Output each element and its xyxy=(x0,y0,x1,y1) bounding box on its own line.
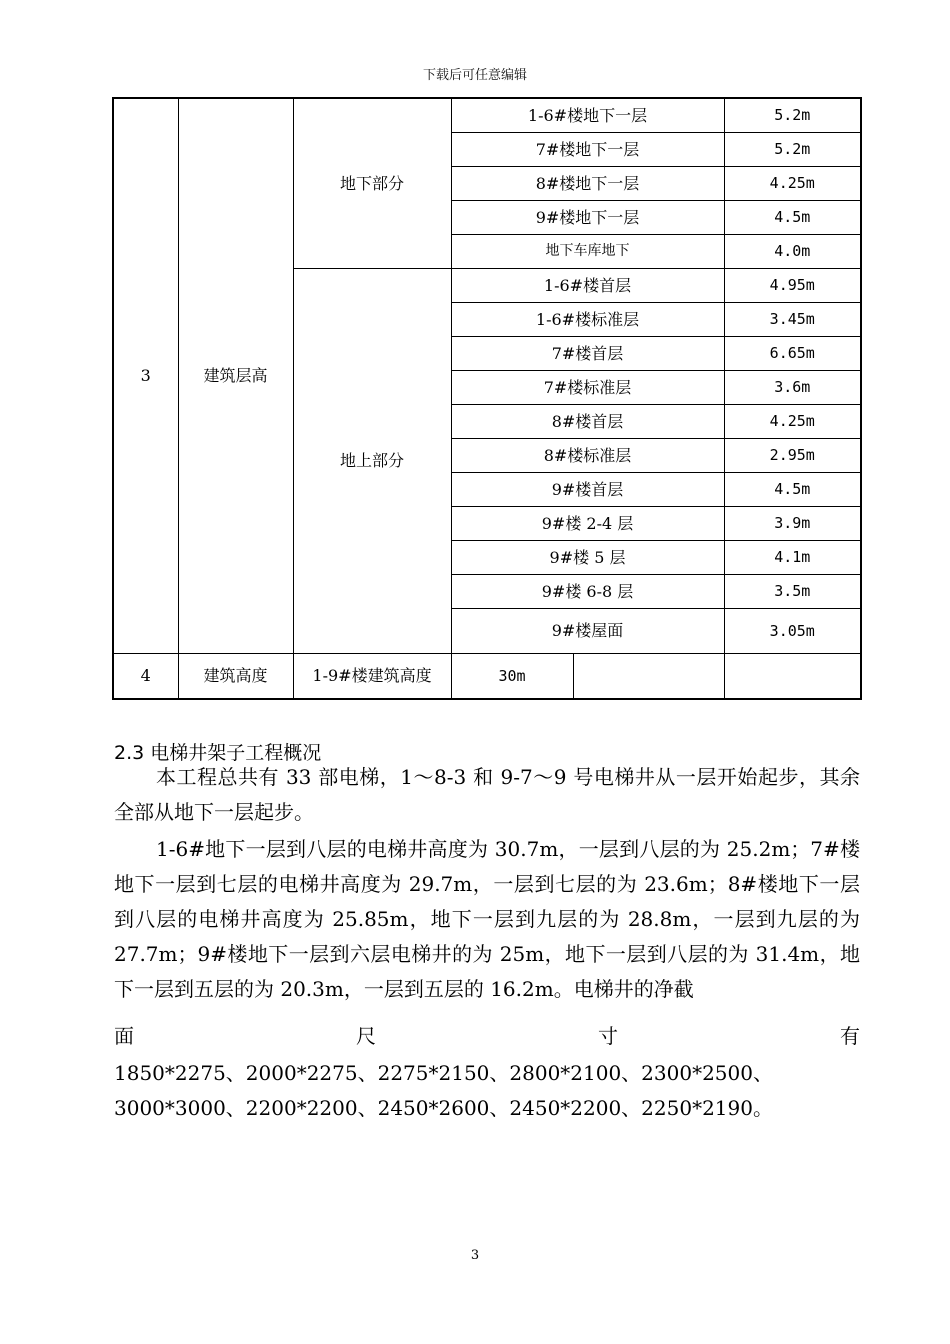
page-number: 3 xyxy=(470,1248,480,1263)
empty-cell xyxy=(573,654,724,700)
paragraph-1: 本工程总共有 33 部电梯，1～8-3 和 9-7～9 号电梯井从一层开始起步，其余全部从地下一层起步。 xyxy=(114,765,860,824)
floor-height: 2.95m xyxy=(724,439,861,473)
floor-name: 9#楼首层 xyxy=(451,473,724,507)
floor-height: 4.5m xyxy=(724,473,861,507)
floor-name: 8#楼标准层 xyxy=(451,439,724,473)
floor-height: 4.5m xyxy=(724,201,861,235)
table-row xyxy=(113,98,861,133)
floor-name: 9#楼 2-4 层 xyxy=(451,507,724,541)
floor-name: 地下车库地下 xyxy=(451,235,724,269)
floor-name: 7#楼地下一层 xyxy=(451,133,724,167)
floor-height: 6.65m xyxy=(724,337,861,371)
floor-name: 9#楼 6-8 层 xyxy=(451,575,724,609)
spread-word: 面 xyxy=(114,1024,134,1048)
table-row xyxy=(113,654,861,700)
floor-height: 3.45m xyxy=(724,303,861,337)
floor-name: 8#楼地下一层 xyxy=(451,167,724,201)
floor-name: 1-6#楼标准层 xyxy=(451,303,724,337)
spread-word: 寸 xyxy=(598,1024,618,1048)
floor-height: 4.95m xyxy=(724,269,861,303)
item-label: 建筑层高 xyxy=(178,98,293,654)
spread-word: 有 xyxy=(840,1024,860,1048)
floor-name: 7#楼标准层 xyxy=(451,371,724,405)
building-spec-table xyxy=(112,97,862,700)
group-label: 地下部分 xyxy=(293,98,451,269)
floor-height: 5.2m xyxy=(724,133,861,167)
item-label: 建筑高度 xyxy=(178,654,293,700)
floor-name: 9#楼 5 层 xyxy=(451,541,724,575)
spread-line xyxy=(114,1020,860,1049)
paragraph-tail: 1850*2275、2000*2275、2275*2150、2800*2100、2300*2500、3000*3000、2200*2200、2450*2600、2450*2200、2250*2190。 xyxy=(114,1061,773,1120)
group-label: 地上部分 xyxy=(293,269,451,654)
row-number: 3 xyxy=(113,98,178,654)
sub-label: 1-9#楼建筑高度 xyxy=(293,654,451,700)
floor-height: 3.6m xyxy=(724,371,861,405)
header-note: 下载后可任意编辑 xyxy=(422,68,527,83)
floor-height: 4.0m xyxy=(724,235,861,269)
height-value: 30m xyxy=(451,654,573,700)
floor-height: 4.25m xyxy=(724,405,861,439)
floor-height: 3.9m xyxy=(724,507,861,541)
floor-name: 8#楼首层 xyxy=(451,405,724,439)
section-title: 2.3 电梯井架子工程概况 xyxy=(114,742,322,764)
paragraph-2: 1-6#地下一层到八层的电梯井高度为 30.7m，一层到八层的为 25.2m；7#楼地下一层到七层的电梯井高度为 29.7m，一层到七层的为 23.6m；8#楼地下一层到八层的电梯井高度为 25.85m，地下一层到九层的为 28.8m，一层到九层的为 27.7m；9#楼地下一层到六层电梯井的为 25m，地下一层到八层的为 31.4m，地下一层到五层的为 20.3m，一层到五层的 16.2m。电梯井的净截 xyxy=(114,837,860,1001)
floor-name: 9#楼地下一层 xyxy=(451,201,724,235)
floor-height: 5.2m xyxy=(724,98,861,133)
row-number: 4 xyxy=(113,654,178,700)
spread-word: 尺 xyxy=(356,1024,376,1048)
floor-height: 3.5m xyxy=(724,575,861,609)
empty-cell xyxy=(724,654,861,700)
floor-height: 4.25m xyxy=(724,167,861,201)
floor-height: 3.05m xyxy=(724,609,861,654)
floor-name: 1-6#楼首层 xyxy=(451,269,724,303)
floor-name: 7#楼首层 xyxy=(451,337,724,371)
floor-height: 4.1m xyxy=(724,541,861,575)
floor-name: 1-6#楼地下一层 xyxy=(451,98,724,133)
floor-name: 9#楼屋面 xyxy=(451,609,724,654)
